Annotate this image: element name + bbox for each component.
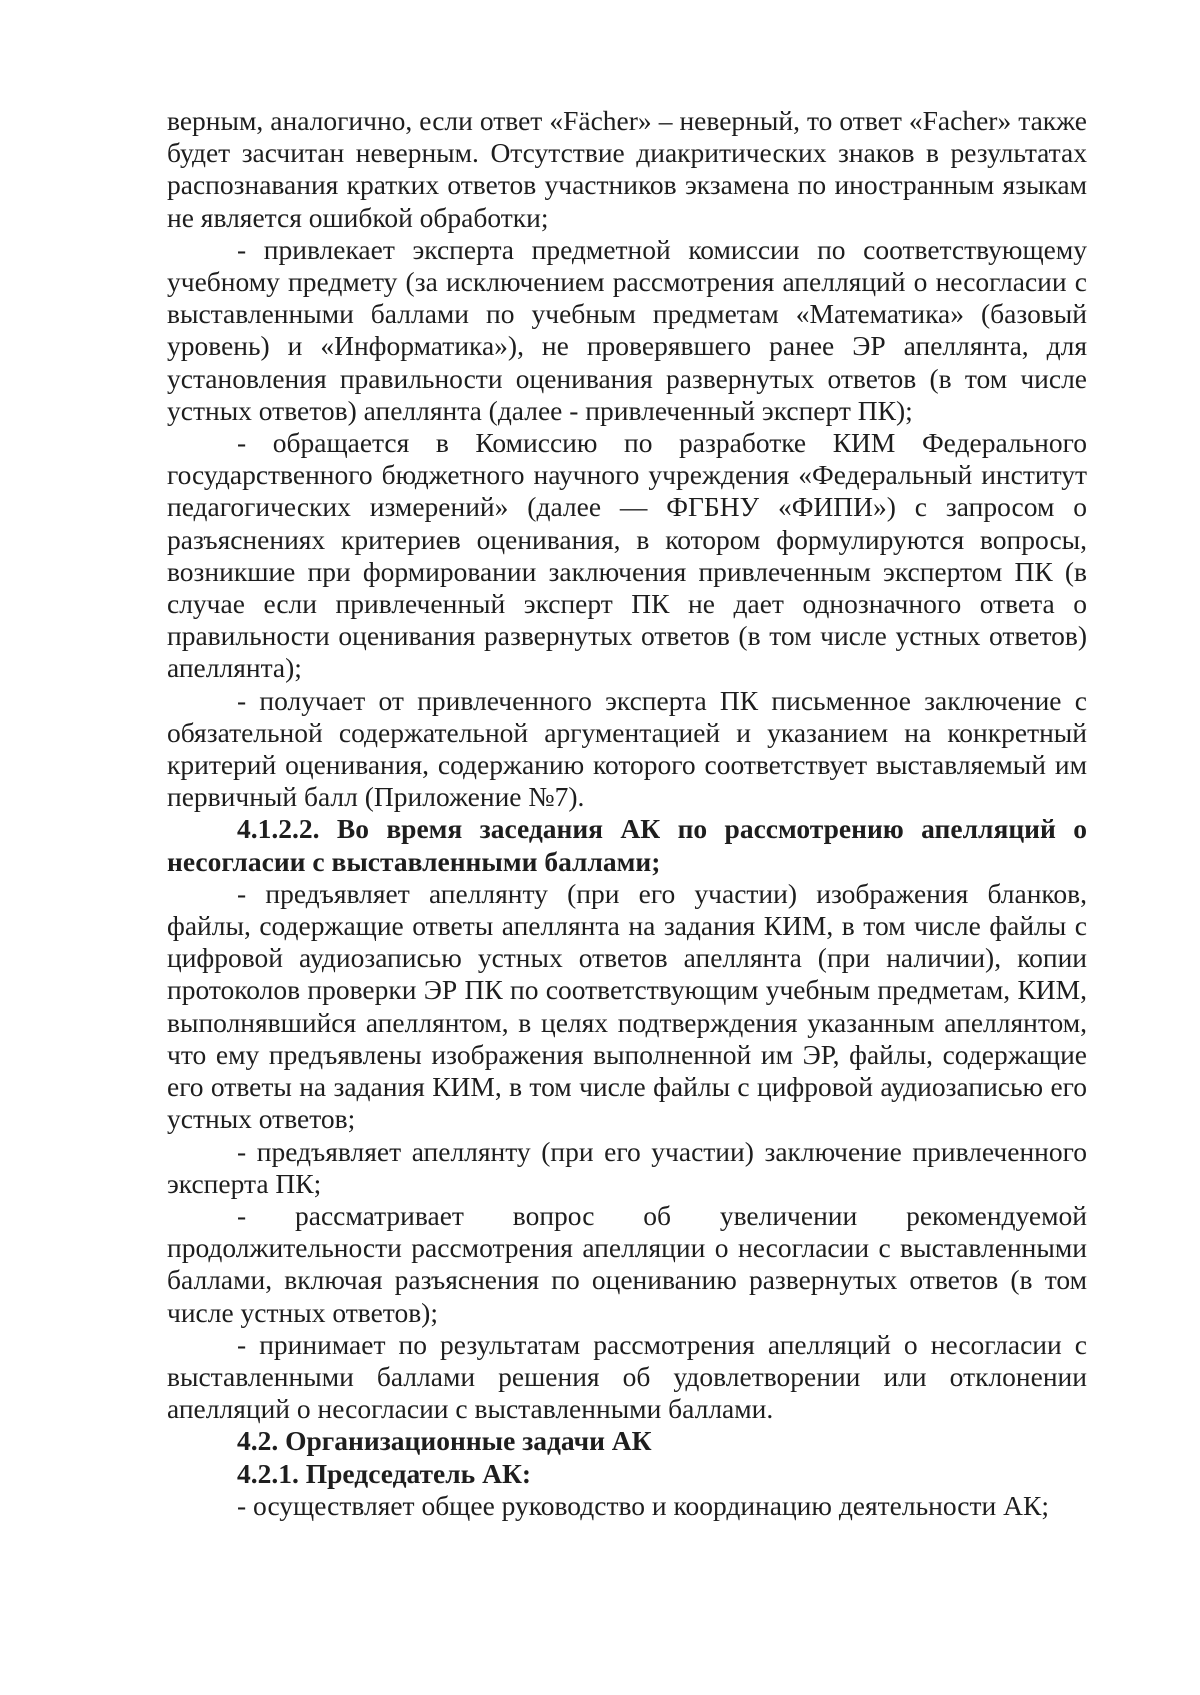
paragraph-consider-duration: - рассматривает вопрос об увеличении рекомендуемой продолжительности рассмотрения апелляции о несогласии с выставленными баллами, включая разъяснения по оцениванию развернутых ответов (в том числе устных ответов); bbox=[167, 1199, 1087, 1328]
document-page bbox=[167, 105, 1087, 1522]
paragraph-make-decision: - принимает по результатам рассмотрения апелляций о несогласии с выставленными баллами решения об удовлетворении или отклонении апелляций о несогласии с выставленными баллами. bbox=[167, 1328, 1087, 1425]
paragraph-continuation: верным, аналогично, если ответ «Fächer» – неверный, то ответ «Facher» также будет засчитан неверным. Отсутствие диакритических знаков в результатах распознавания кратких ответов участников экзамена по иностранным языкам не является ошибкой обработки; bbox=[167, 105, 1087, 233]
paragraph-present-conclusion: - предъявляет апеллянту (при его участии) заключение привлеченного эксперта ПК; bbox=[167, 1135, 1087, 1199]
section-heading-4-1-2-2: 4.1.2.2. Во время заседания АК по рассмотрению апелляций о несогласии с выставленными баллами; bbox=[167, 813, 1087, 877]
paragraph-receive-conclusion: - получает от привлеченного эксперта ПК письменное заключение с обязательной содержательной аргументацией и указанием на конкретный критерий оценивания, содержанию которого соответствует выставляемый им первичный балл (Приложение №7). bbox=[167, 684, 1087, 813]
paragraph-general-management: - осуществляет общее руководство и координацию деятельности АК; bbox=[237, 1489, 1049, 1521]
paragraph-request-fipi: - обращается в Комиссию по разработке КИМ Федерального государственного бюджетного научного учреждения «Федеральный институт педагогических измерений» (далее — ФГБНУ «ФИПИ») с запросом о разъяснениях критериев оценивания, в котором формулируются вопросы, возникшие при формировании заключения привлеченным экспертом ПК (в случае если привлеченный эксперт ПК не дает однозначного ответа о правильности оценивания развернутых ответов (в том числе устных ответов) апеллянта); bbox=[167, 427, 1087, 684]
section-heading-4-2-1: 4.2.1. Председатель АК: bbox=[237, 1457, 532, 1489]
paragraph-present-forms: - предъявляет апеллянту (при его участии) изображения бланков, файлы, содержащие ответы апеллянта на задания КИМ, в том числе файлы с цифровой аудиозаписью устных ответов апеллянта (при наличии), копии протоколов проверки ЭР ПК по соответствующим учебным предметам, КИМ, выполнявшийся апеллянтом, в целях подтверждения указанным апеллянтом, что ему предъявлены изображения выполненной им ЭР, файлы, содержащие его ответы на задания КИМ, в том числе файлы с цифровой аудиозаписью его устных ответов; bbox=[167, 877, 1087, 1135]
paragraph-involve-expert: - привлекает эксперта предметной комиссии по соответствующему учебному предмету (за исключением рассмотрения апелляций о несогласии с выставленными баллами по учебным предметам «Математика» (базовый уровень) и «Информатика»), не проверявшего ранее ЭР апеллянта, для установления правильности оценивания развернутых ответов (в том числе устных ответов) апеллянта (далее - привлеченный эксперт ПК); bbox=[167, 233, 1087, 426]
section-heading-4-2: 4.2. Организационные задачи АК bbox=[237, 1425, 652, 1457]
